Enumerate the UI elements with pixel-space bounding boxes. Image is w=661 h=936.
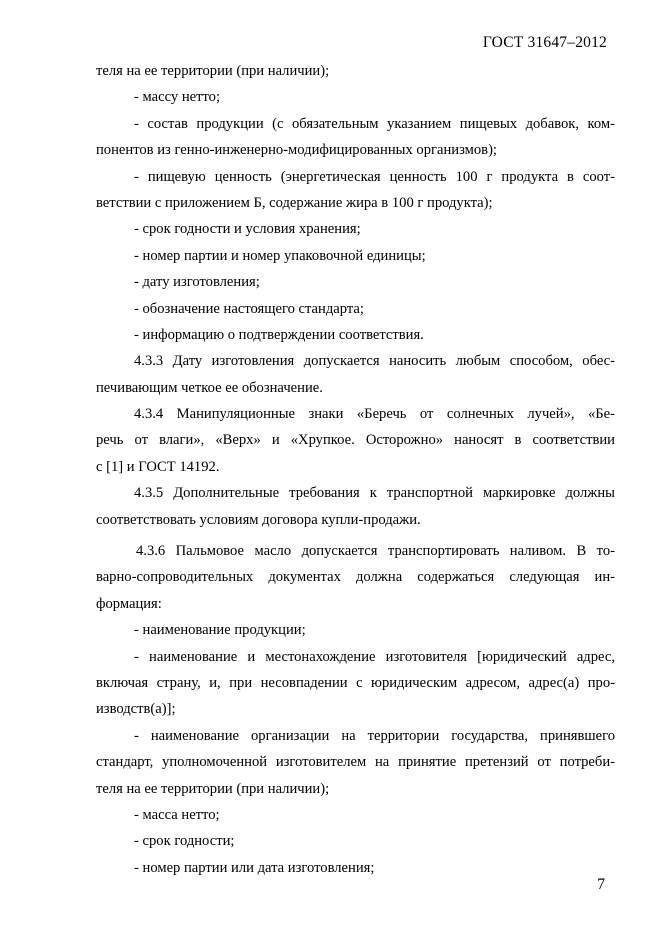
list-item-batch: - номер партии и номер упаковочной единицы;: [134, 247, 426, 264]
list-item-shelf-life-2: - срок годности;: [134, 833, 235, 850]
text-line: соответствовать условиям договора купли-продажи.: [96, 511, 421, 528]
text-line: понентов из генно-инженерно-модифицированных организмов);: [96, 142, 497, 159]
text-line: с [1] и ГОСТ 14192.: [96, 458, 220, 475]
list-item-manufacturer: - наименование и местонахождение изготовителя [юридический адрес,: [134, 648, 615, 665]
text-line: включая страну, и, при несовпадении с юридическим адресом, адрес(а) про-: [96, 674, 615, 691]
document-body: [96, 58, 615, 881]
paragraph-4-3-3: 4.3.3 Дату изготовления допускается наносить любым способом, обес-: [134, 353, 615, 370]
list-item-batch-or-date: - номер партии или дата изготовления;: [134, 859, 375, 876]
list-item-mass: - массу нетто;: [134, 89, 221, 106]
list-item-designation: - обозначение настоящего стандарта;: [134, 300, 364, 317]
list-item-shelf-life: - срок годности и условия хранения;: [134, 221, 361, 238]
text-line: изводств(а)];: [96, 701, 176, 718]
paragraph-4-3-5: 4.3.5 Дополнительные требования к транспортной маркировке должны: [134, 485, 615, 502]
text-line: формация:: [96, 595, 162, 612]
text-line: теля на ее территории (при наличии);: [96, 780, 330, 797]
list-item-product-name: - наименование продукции;: [134, 622, 306, 639]
text-line: теля на ее территории (при наличии);: [96, 63, 330, 79]
text-line: стандарт, уполномоченной изготовителем на принятие претензий от потреби-: [96, 754, 615, 771]
list-item-date: - дату изготовления;: [134, 274, 260, 291]
list-item-net-mass: - масса нетто;: [134, 806, 220, 823]
text-line: печивающим четкое ее обозначение.: [96, 379, 323, 396]
list-item-composition: - состав продукции (с обязательным указанием пищевых добавок, ком-: [134, 115, 615, 132]
list-item-organization: - наименование организации на территории государства, принявшего: [134, 727, 615, 744]
text-line: ветствии с приложением Б, содержание жира в 100 г продукта);: [96, 194, 493, 211]
standard-header: ГОСТ 31647–2012: [482, 34, 607, 51]
page-number: 7: [597, 876, 605, 893]
paragraph-4-3-4: 4.3.4 Манипуляционные знаки «Беречь от солнечных лучей», «Бе-: [134, 406, 615, 423]
text-line: речь от влаги», «Верх» и «Хрупкое. Осторожно» наносят в соответствии: [96, 432, 615, 449]
paragraph-4-3-6: 4.3.6 Пальмовое масло допускается транспортировать наливом. В то-: [136, 543, 615, 560]
list-item-conformity: - информацию о подтверждении соответствия.: [134, 326, 424, 343]
list-item-nutrition: - пищевую ценность (энергетическая ценность 100 г продукта в соот-: [134, 168, 615, 185]
text-line: варно-сопроводительных документах должна содержаться следующая ин-: [96, 569, 615, 586]
